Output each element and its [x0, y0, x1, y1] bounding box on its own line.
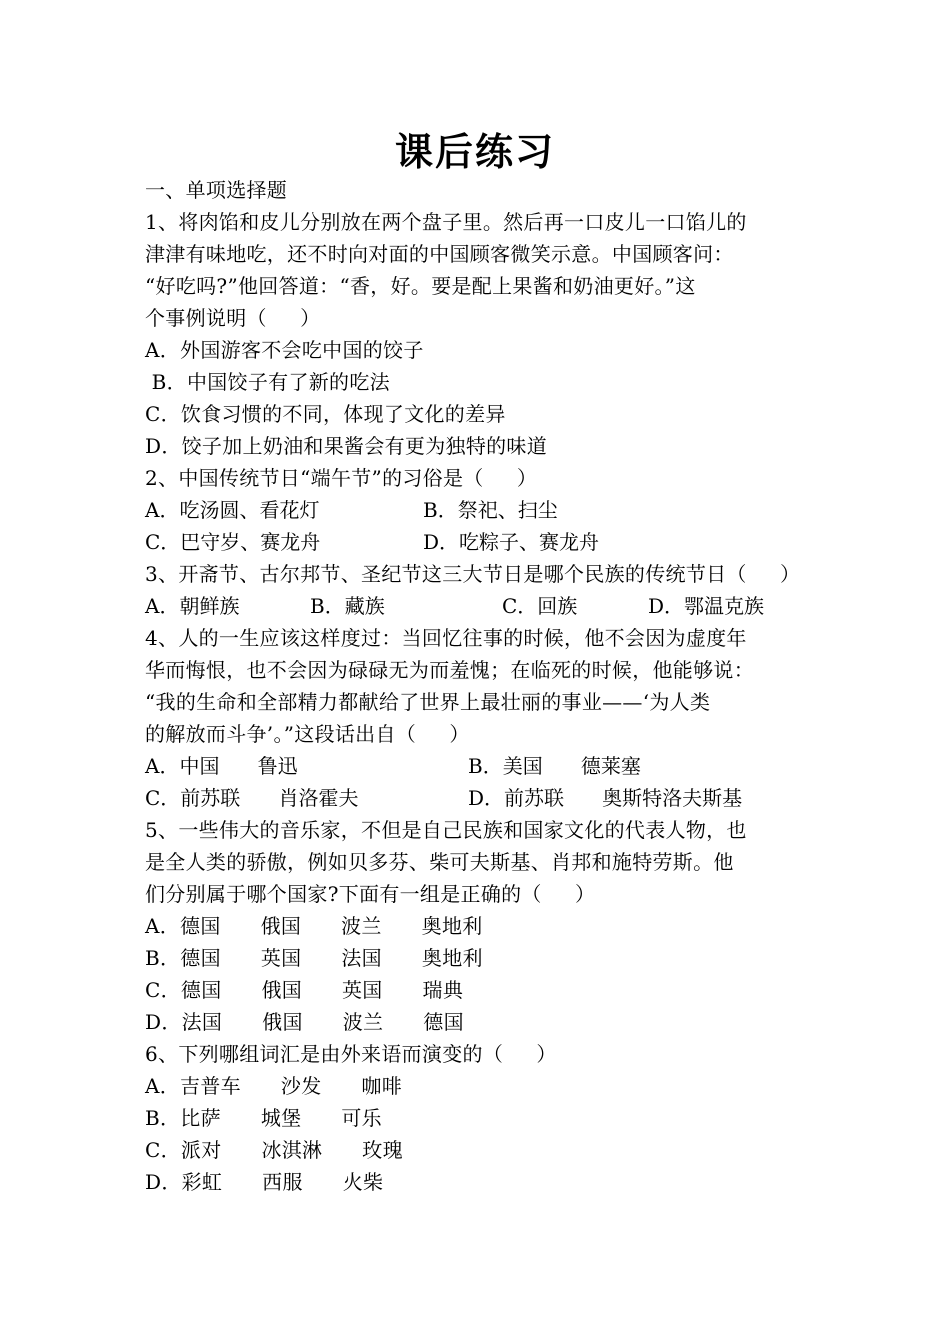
- q1-stem-line-1: 1、将肉馅和皮儿分别放在两个盘子里。然后再一口皮儿一口馅儿的: [145, 210, 747, 234]
- q4-stem-line-3: “我的生命和全部精力都献给了世界上最壮丽的事业——‘为人类: [145, 690, 711, 714]
- q3-option-b: B．藏族: [310, 594, 385, 618]
- q1-stem-line-4: 个事例说明（ ）: [145, 306, 321, 330]
- q4-stem-line-2: 华而悔恨，也不会因为碌碌无为而羞愧；在临死的时候，他能够说：: [145, 658, 754, 682]
- q2-option-b: B．祭祀、扫尘: [423, 498, 558, 522]
- q6-option-a: A．吉普车 沙发 咖啡: [145, 1074, 403, 1098]
- q6-option-d: D．彩虹 西服 火柴: [145, 1170, 384, 1194]
- q2-stem: 2、中国传统节日“端午节”的习俗是（ ）: [145, 466, 538, 490]
- q6-option-c: C．派对 冰淇淋 玫瑰: [145, 1138, 403, 1162]
- q4-option-b: B．美国 德莱塞: [468, 754, 641, 778]
- q5-option-b: B．德国 英国 法国 奥地利: [145, 946, 483, 970]
- q5-option-d: D．法国 俄国 波兰 德国: [145, 1010, 464, 1034]
- q1-option-c: C．饮食习惯的不同，体现了文化的差异: [145, 402, 506, 426]
- q5-stem-line-1: 5、一些伟大的音乐家，不但是自己民族和国家文化的代表人物，也: [145, 818, 747, 842]
- q4-stem-line-4: 的解放而斗争’。”这段话出自（ ）: [145, 722, 470, 746]
- page-title: 课后练习: [394, 130, 555, 174]
- section-heading: 一、单项选择题: [145, 178, 288, 202]
- q1-stem-line-2: 津津有味地吃，还不时向对面的中国顾客微笑示意。中国顾客问：: [145, 242, 734, 266]
- q1-option-a: A．外国游客不会吃中国的饺子: [145, 338, 424, 362]
- q3-option-c: C．回族: [502, 594, 578, 618]
- q1-stem-line-3: “好吃吗?”他回答道：“香，好。要是配上果酱和奶油更好。”这: [145, 274, 696, 298]
- q1-option-b: B．中国饺子有了新的吃法: [145, 370, 390, 394]
- q3-stem: 3、开斋节、古尔邦节、圣纪节这三大节日是哪个民族的传统节日（ ）: [145, 562, 801, 586]
- q2-option-c: C．巴守岁、赛龙舟: [145, 530, 321, 554]
- q5-option-c: C．德国 俄国 英国 瑞典: [145, 978, 464, 1002]
- q4-option-d: D．前苏联 奥斯特洛夫斯基: [468, 786, 743, 810]
- q5-stem-line-2: 是全人类的骄傲，例如贝多芬、柴可夫斯基、肖邦和施特劳斯。他: [145, 850, 734, 874]
- q2-option-a: A．吃汤圆、看花灯: [145, 498, 320, 522]
- q4-stem-line-1: 4、人的一生应该这样度过：当回忆往事的时候，他不会因为虚度年: [145, 626, 747, 650]
- q6-stem: 6、下列哪组词汇是由外来语而演变的（ ）: [145, 1042, 557, 1066]
- q5-stem-line-3: 们分别属于哪个国家?下面有一组是正确的（ ）: [145, 882, 596, 906]
- q6-option-b: B．比萨 城堡 可乐: [145, 1106, 382, 1130]
- q3-option-d: D．鄂温克族: [648, 594, 765, 618]
- q4-option-a: A．中国 鲁迅: [145, 754, 298, 778]
- q2-option-d: D．吃粽子、赛龙舟: [423, 530, 600, 554]
- q5-option-a: A．德国 俄国 波兰 奥地利: [145, 914, 483, 938]
- q4-option-c: C．前苏联 肖洛霍夫: [145, 786, 359, 810]
- q1-option-d: D．饺子加上奶油和果酱会有更为独特的味道: [145, 434, 548, 458]
- q3-option-a: A．朝鲜族: [145, 594, 240, 618]
